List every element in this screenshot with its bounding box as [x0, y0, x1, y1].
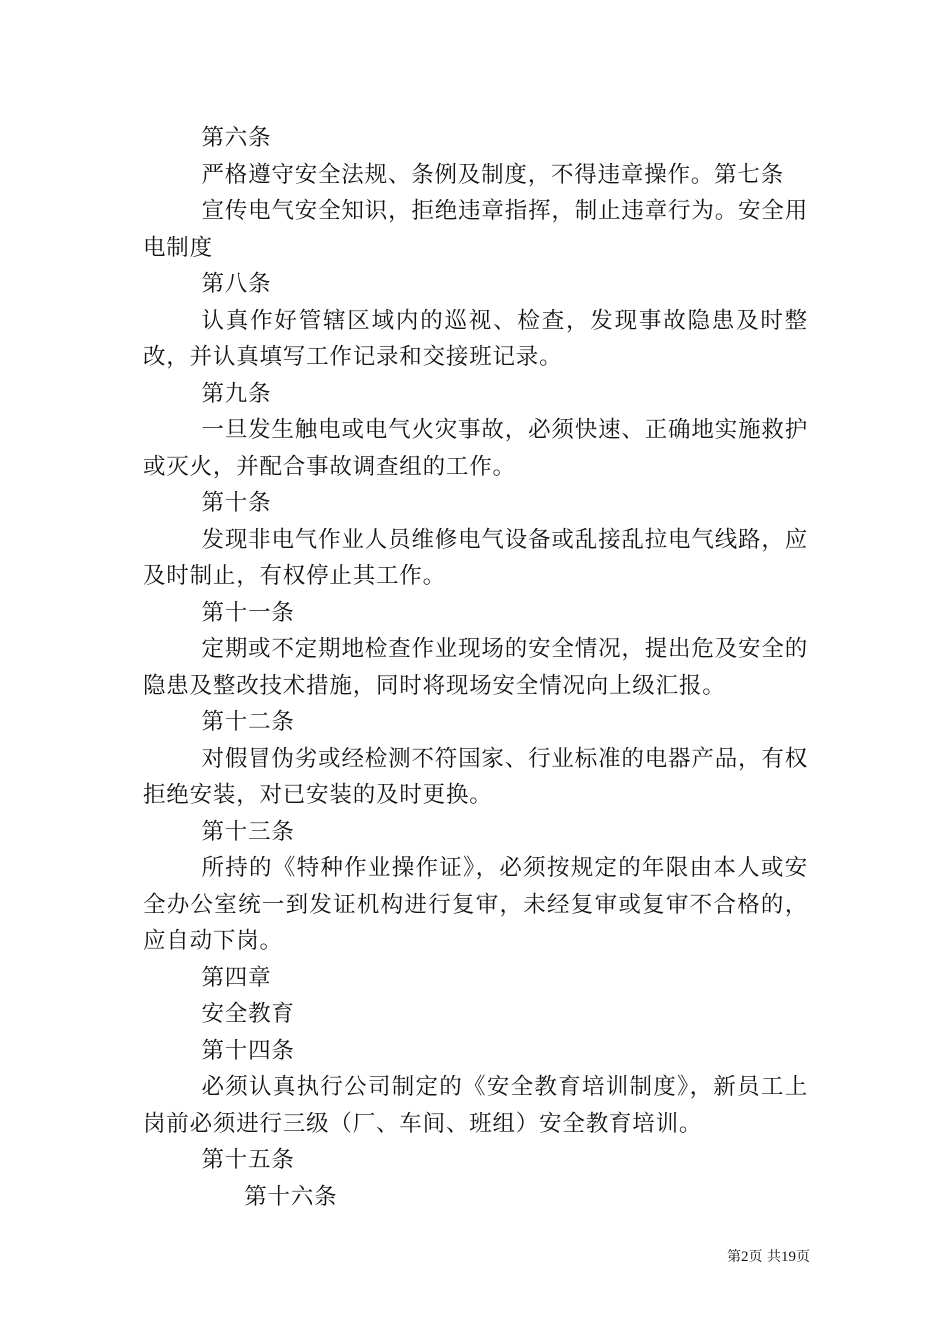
- article-text: 定期或不定期地检查作业现场的安全情况，提出危及安全的隐患及整改技术措施，同时将现场安全情况向上级汇报。: [143, 636, 808, 699]
- article-heading: 第十三条: [201, 818, 295, 845]
- article-text: 宣传电气安全知识，拒绝违章指挥，制止违章行为。安全用电制度: [143, 198, 808, 261]
- article-heading: 第六条: [201, 125, 272, 151]
- article-text: 发现非电气作业人员维修电气设备或乱接乱拉电气线路，应及时制止，有权停止其工作。: [143, 526, 808, 589]
- article-text: 一旦发生触电或电气火灾事故，必须快速、正确地实施救护或灭火，并配合事故调查组的工作。: [143, 417, 808, 480]
- page-number-footer: [700, 1248, 810, 1266]
- article-text: 所持的《特种作业操作证》，必须按规定的年限由本人或安全办公室统一到发证机构进行复审，未经复审或复审不合格的，应自动下岗。: [143, 855, 808, 954]
- article-text: 严格遵守安全法规、条例及制度，不得违章操作。第七条: [201, 161, 785, 188]
- article-heading: 第十二条: [201, 709, 295, 735]
- article-text: 认真作好管辖区域内的巡视、检查，发现事故隐患及时整改，并认真填写工作记录和交接班记录。: [143, 307, 808, 370]
- article-heading: 第十条: [201, 490, 272, 516]
- article-heading: 第九条: [201, 380, 272, 407]
- chapter-title: 安全教育: [201, 1001, 295, 1027]
- article-text: 必须认真执行公司制定的《安全教育培训制度》，新员工上岗前必须进行三级（厂、车间、班组）安全教育培训。: [143, 1074, 808, 1137]
- article-heading: 第十一条: [201, 599, 295, 626]
- footer-prefix: 第: [727, 1249, 742, 1265]
- footer-middle: 页 共: [748, 1249, 781, 1265]
- total-pages-number: 19: [781, 1249, 796, 1265]
- article-heading: 第十六条: [244, 1183, 338, 1210]
- footer-suffix: 页: [796, 1249, 810, 1265]
- article-heading: 第十五条: [201, 1147, 295, 1173]
- article-heading: 第八条: [201, 271, 272, 297]
- article-heading: 第十四条: [201, 1037, 295, 1064]
- chapter-heading: 第四章: [201, 964, 272, 991]
- document-body: [143, 120, 808, 1215]
- current-page-number: 2: [741, 1249, 749, 1265]
- article-text: 对假冒伪劣或经检测不符国家、行业标准的电器产品，有权拒绝安装，对已安装的及时更换。: [143, 745, 808, 808]
